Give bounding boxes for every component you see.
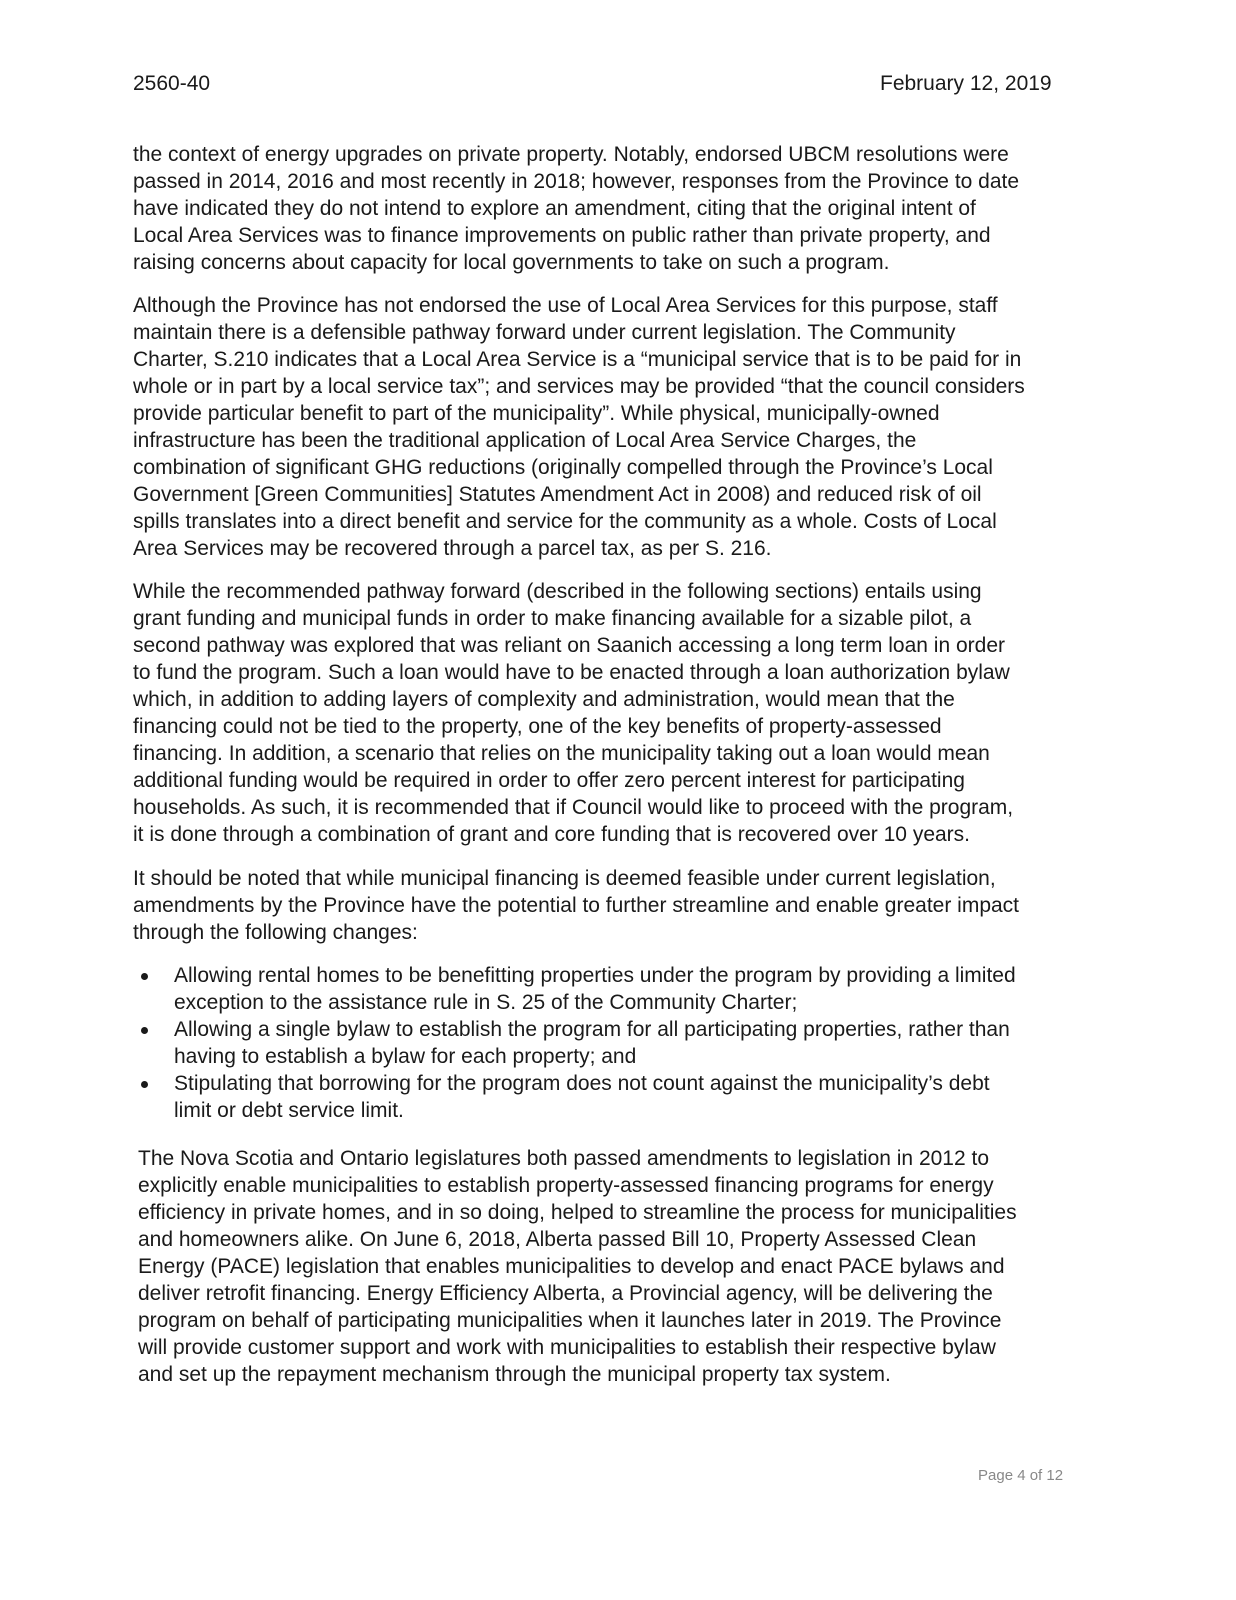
- text-line: and set up the repayment mechanism through the municipal property tax system.: [138, 1363, 891, 1386]
- text-line: the context of energy upgrades on private property. Notably, endorsed UBCM resolutions were: [133, 143, 1009, 166]
- text-line: have indicated they do not intend to explore an amendment, citing that the original intent of: [133, 197, 976, 220]
- text-line: exception to the assistance rule in S. 25 of the Community Charter;: [174, 991, 798, 1014]
- text-line: it is done through a combination of grant and core funding that is recovered over 10 years.: [133, 823, 971, 846]
- text-line: maintain there is a defensible pathway forward under current legislation. The Community: [133, 321, 956, 344]
- text-line: limit or debt service limit.: [174, 1099, 404, 1122]
- text-line: While the recommended pathway forward (described in the following sections) entails using: [133, 580, 982, 603]
- text-line: The Nova Scotia and Ontario legislatures both passed amendments to legislation in 2012 to: [138, 1147, 990, 1170]
- text-line: grant funding and municipal funds in order to make financing available for a sizable pilot, a: [133, 607, 972, 630]
- text-line: additional funding would be required in order to offer zero percent interest for participating: [133, 769, 965, 792]
- text-line: It should be noted that while municipal financing is deemed feasible under current legislation,: [133, 867, 996, 890]
- paragraph-ubcm-resolutions: [133, 141, 1019, 276]
- page-number: Page 4 of 12: [978, 1467, 1064, 1484]
- text-line: whole or in part by a local service tax”; and services may be provided “that the council considers: [133, 375, 1025, 398]
- text-line: second pathway was explored that was reliant on Saanich accessing a long term loan in order: [133, 634, 1006, 657]
- text-line: efficiency in private homes, and in so doing, helped to streamline the process for municipalities: [138, 1201, 1017, 1224]
- paragraph-amendments: [133, 865, 1019, 946]
- text-line: Local Area Services was to finance improvements on public rather than private property, and: [133, 224, 991, 247]
- text-line: raising concerns about capacity for local governments to take on such a program.: [133, 251, 890, 274]
- text-line: amendments by the Province have the potential to further streamline and enable greater impact: [133, 894, 1020, 917]
- text-line: infrastructure has been the traditional application of Local Area Service Charges, the: [133, 429, 917, 452]
- paragraph-pathway: [133, 578, 1013, 848]
- bullet-icon: [141, 973, 148, 980]
- paragraph-other-provinces: [138, 1145, 1017, 1388]
- text-line: financing. In addition, a scenario that relies on the municipality taking out a loan would mean: [133, 742, 990, 765]
- text-line: Area Services may be recovered through a parcel tax, as per S. 216.: [133, 537, 772, 560]
- list-item: [133, 1016, 1016, 1070]
- text-line: Although the Province has not endorsed the use of Local Area Services for this purpose, staff: [133, 294, 998, 317]
- text-line: through the following changes:: [133, 921, 418, 944]
- bullet-icon: [141, 1081, 148, 1088]
- text-line: deliver retrofit financing. Energy Efficiency Alberta, a Provincial agency, will be delivering the: [138, 1282, 993, 1305]
- text-line: Allowing a single bylaw to establish the program for all participating properties, rather than: [174, 1018, 1010, 1041]
- text-line: Charter, S.210 indicates that a Local Area Service is a “municipal service that is to be paid for in: [133, 348, 1022, 371]
- list-item: [133, 962, 1016, 1016]
- text-line: passed in 2014, 2016 and most recently in 2018; however, responses from the Province to date: [133, 170, 1020, 193]
- text-line: combination of significant GHG reductions (originally compelled through the Province’s Local: [133, 456, 993, 479]
- text-line: financing could not be tied to the property, one of the key benefits of property-assessed: [133, 715, 942, 738]
- list-item: [133, 1070, 1016, 1124]
- text-line: spills translates into a direct benefit and service for the community as a whole. Costs of Local: [133, 510, 997, 533]
- text-line: Allowing rental homes to be benefitting properties under the program by providing a limited: [174, 964, 1016, 987]
- text-line: provide particular benefit to part of the municipality”. While physical, municipally-owned: [133, 402, 940, 425]
- text-line: Stipulating that borrowing for the program does not count against the municipality’s debt: [174, 1072, 990, 1095]
- amendment-list: [133, 962, 1016, 1124]
- text-line: program on behalf of participating municipalities when it launches later in 2019. The Province: [138, 1309, 1002, 1332]
- paragraph-local-area-services: [133, 292, 1025, 562]
- text-line: to fund the program. Such a loan would have to be enacted through a loan authorization bylaw: [133, 661, 1010, 684]
- text-line: households. As such, it is recommended that if Council would like to proceed with the program,: [133, 796, 1014, 819]
- text-line: Government [Green Communities] Statutes Amendment Act in 2008) and reduced risk of oil: [133, 483, 982, 506]
- document-date: February 12, 2019: [880, 72, 1052, 95]
- text-line: will provide customer support and work with municipalities to establish their respective bylaw: [138, 1336, 996, 1359]
- text-line: and homeowners alike. On June 6, 2018, Alberta passed Bill 10, Property Assessed Clean: [138, 1228, 977, 1251]
- bullet-icon: [141, 1027, 148, 1034]
- text-line: having to establish a bylaw for each property; and: [174, 1045, 637, 1068]
- text-line: explicitly enable municipalities to establish property-assessed financing programs for energy: [138, 1174, 994, 1197]
- text-line: Energy (PACE) legislation that enables municipalities to develop and enact PACE bylaws and: [138, 1255, 1005, 1278]
- document-reference: 2560-40: [133, 72, 211, 95]
- text-line: which, in addition to adding layers of complexity and administration, would mean that the: [133, 688, 955, 711]
